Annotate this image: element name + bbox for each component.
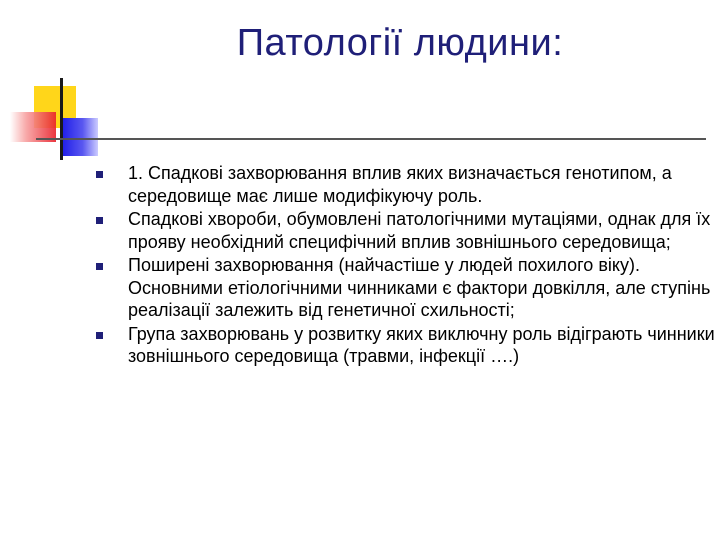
bullet-text-1: 1. Спадкові захворювання вплив яких визначається генотипом, а середовище має лише модифікуючу роль.: [128, 163, 672, 206]
square-bullet-icon: [96, 217, 103, 224]
slide-title: Патології людини:: [236, 22, 564, 64]
square-bullet-icon: [96, 332, 103, 339]
yellow-square-icon: [34, 86, 76, 128]
bullet-item-3: [96, 254, 716, 322]
bullet-text-4: Група захворювань у розвитку яких виключну роль відіграють чинники зовнішнього середовища (травми, інфекції ….): [128, 323, 715, 366]
bullet-text-3: Поширені захворювання (найчастіше у людей похилого віку). Основними етіологічними чинниками є фактори довкілля, але ступінь реалізації залежить від генетичної схильності;: [128, 255, 711, 320]
bullet-item-2: [96, 208, 716, 253]
bullet-text-2: Спадкові хвороби, обумовлені патологічними мутаціями, однак для їх прояву необхідний специфічний вплив зовнішнього середовища;: [128, 209, 711, 252]
red-square-icon: [10, 112, 56, 142]
title-underline-divider: [36, 138, 706, 140]
bullet-item-4: [96, 323, 716, 368]
blue-square-icon: [60, 118, 98, 156]
bullet-list: [96, 162, 716, 369]
square-bullet-icon: [96, 171, 103, 178]
square-bullet-icon: [96, 263, 103, 270]
vertical-divider: [60, 78, 63, 160]
bullet-item-1: [96, 162, 716, 207]
